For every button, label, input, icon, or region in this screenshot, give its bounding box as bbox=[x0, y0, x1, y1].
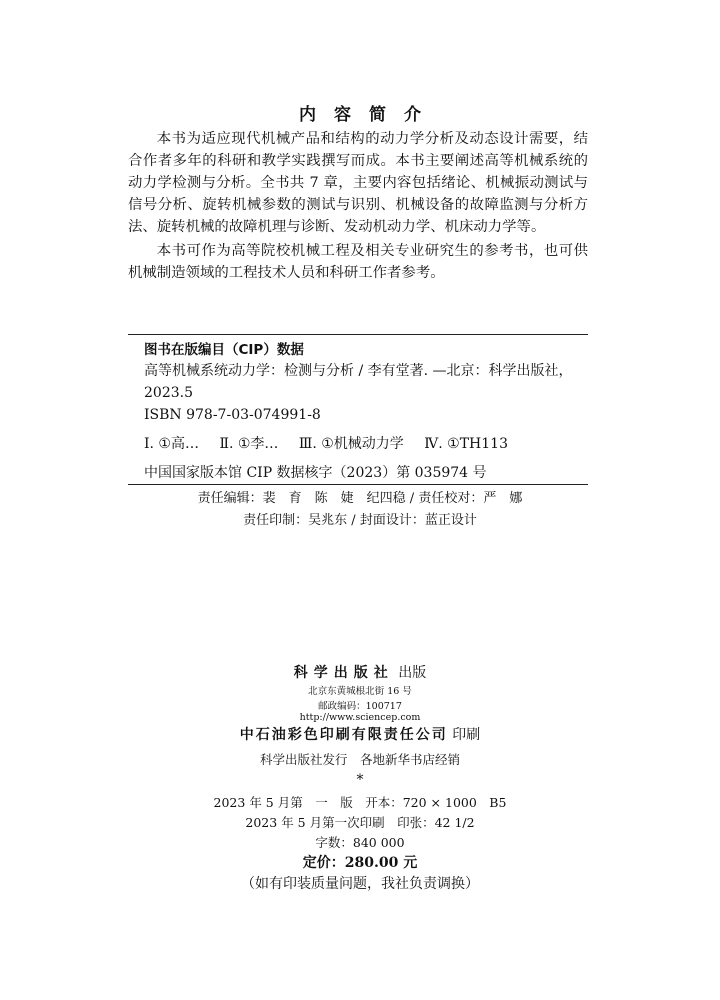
publisher-postcode: 邮政编码：100717 bbox=[318, 701, 402, 712]
word-count: 字数：840 000 bbox=[315, 835, 405, 850]
separator-star: * bbox=[356, 772, 364, 788]
quality-note: （如有印装质量问题，我社负责调换） bbox=[241, 876, 479, 892]
cip-classification bbox=[144, 434, 588, 454]
cip-bottom-rule bbox=[128, 484, 588, 485]
publisher-suffix: 出版 bbox=[398, 665, 427, 681]
printer-suffix: 印刷 bbox=[452, 727, 481, 743]
summary-title: 内容简介 bbox=[299, 105, 439, 125]
cip-entry: 高等机械系统动力学：检测与分析 / 李有堂著. —北京：科学出版社，2023.5 bbox=[144, 363, 573, 401]
edition-line: 2023 年 5 月第 一 版 开本：720 × 1000 B5 bbox=[213, 795, 507, 810]
staff-production: 责任印制：吴兆东 / 封面设计：蓝正设计 bbox=[243, 513, 477, 528]
publisher-line bbox=[0, 662, 720, 682]
cip-class-2: Ⅱ. ①李… bbox=[219, 436, 279, 452]
impression-line: 2023 年 5 月第一次印刷 印张：42 1/2 bbox=[245, 815, 475, 830]
printer-name: 中石油彩色印刷有限责任公司 bbox=[239, 727, 448, 743]
publisher-url: http://www.sciencep.com bbox=[299, 712, 421, 723]
cip-top-rule bbox=[128, 334, 588, 335]
cip-class-4: Ⅳ. ①TH113 bbox=[424, 436, 508, 452]
price: 定价：280.00 元 bbox=[302, 855, 418, 871]
cip-heading: 图书在版编目（CIP）数据 bbox=[144, 342, 304, 358]
cip-isbn: ISBN 978-7-03-074991-8 bbox=[144, 407, 321, 423]
publisher-name: 科学出版社 bbox=[293, 665, 394, 681]
publisher-address: 北京东黄城根北街 16 号 bbox=[308, 686, 412, 697]
distribution-line: 科学出版社发行 各地新华书店经销 bbox=[259, 752, 460, 767]
cip-class-3: Ⅲ. ①机械动力学 bbox=[298, 436, 404, 452]
cip-class-1: Ⅰ. ①高… bbox=[144, 436, 199, 452]
summary-paragraph-1: 本书为适应现代机械产品和结构的动力学分析及动态设计需要，结合作者多年的科研和教学实践撰写而成。本书主要阐述高等机械系统的动力学检测与分析。全书共 7 章，主要内容包括绪论、机械振动测试与信号分析、旋转机械参数的测试与识别、机械设备的故障监测与分析方法、旋转机械的故障机理与诊断、发动机动力学、机床动力学等。 bbox=[128, 131, 588, 235]
summary-paragraph-2: 本书可作为高等院校机械工程及相关专业研究生的参考书，也可供机械制造领域的工程技术人员和科研工作者参考。 bbox=[128, 243, 588, 281]
printer-line bbox=[0, 724, 720, 744]
staff-editors: 责任编辑：裴 育 陈 婕 纪四稳 / 责任校对：严 娜 bbox=[197, 491, 523, 506]
cip-record-number: 中国国家版本馆 CIP 数据核字（2023）第 035974 号 bbox=[144, 465, 487, 481]
